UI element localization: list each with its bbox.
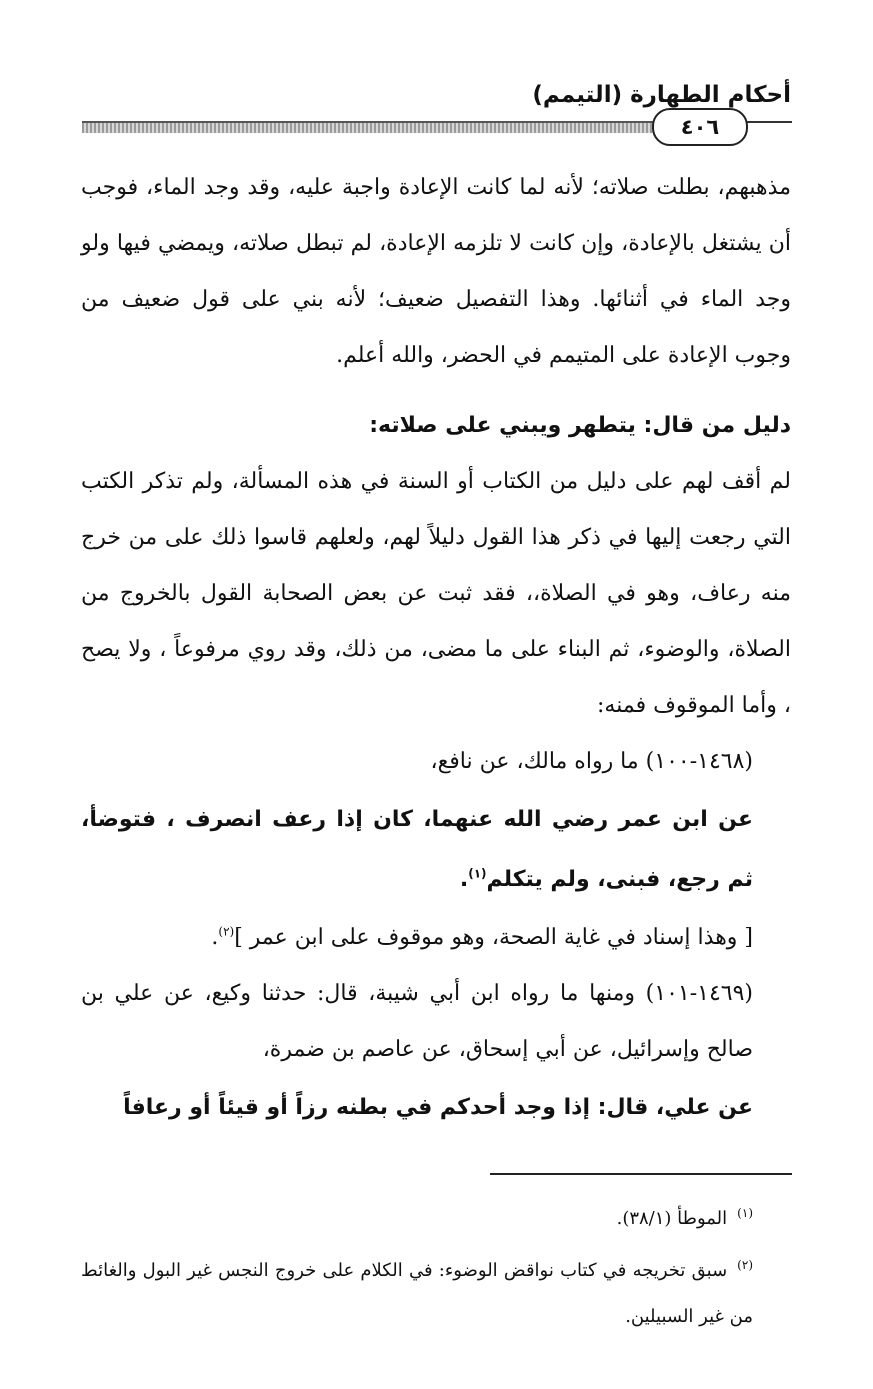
page-number: ٤٠٦ [652, 108, 748, 146]
paragraph-1: مذهبهم، بطلت صلاته؛ لأنه لما كانت الإعادة واجبة عليه، وقد وجد الماء، فوجب أن يشتغل بالإعادة، وإن كانت لا تلزمه الإعادة، لم تبطل صلاته، ويمضي فيها ولو وجد الماء في أثنائها. وهذا التفصيل ضعيف؛ لأنه بني على قول ضعيف من وجوب الإعادة على المتيمم في الحضر، والله أعلم. [81, 175, 791, 368]
paragraph-2: لم أقف لهم على دليل من الكتاب أو السنة في هذه المسألة، ولم تذكر الكتب التي رجعت إليها في ذكر هذا القول دليلاً لهم، ولعلهم قاسوا ذلك على من خرج منه رعاف، وهو في الصلاة،، فقد ثبت عن بعض الصحابة القول بالخروج من الصلاة، والوضوء، ثم البناء على ما مضى، من ذلك، وقد روي مرفوعاً ، ولا يصح ، وأما الموقوف فمنه: [81, 469, 791, 718]
grading-text: [ وهذا إسناد في غاية الصحة، وهو موقوف على ابن عمر ] [234, 925, 753, 950]
hadith-1: عن ابن عمر رضي الله عنهما، كان إذا رعف انصرف ، فتوضأ، ثم رجع، فبنى، ولم يتكلم$^{(١)}$. [81, 807, 753, 892]
footnote-2-text: سبق تخريجه في كتاب نواقض الوضوء: في الكلام على خروج النجس غير البول والغائط من غير السبيلين. [81, 1260, 753, 1327]
main-text [81, 160, 791, 1138]
footnote-ref-1: (١) [468, 866, 487, 881]
footnote-rule [490, 1173, 792, 1175]
header-rule [82, 121, 656, 133]
footnote-2-mark: (٢) [737, 1258, 753, 1272]
footnotes [81, 1190, 791, 1340]
hadith-1-text: عن ابن عمر رضي الله عنهما، كان إذا رعف انصرف ، فتوضأ، ثم رجع، فبنى، ولم يتكلم [81, 807, 753, 892]
narration-2: (١٤٦٩-١٠١) ومنها ما رواه ابن أبي شيبة، قال: حدثنا وكيع، عن علي بن صالح وإسرائيل، عن أبي إسحاق، عن عاصم بن ضمرة، [81, 981, 753, 1062]
grading-note: [ وهذا إسناد في غاية الصحة، وهو موقوف على ابن عمر ]$^{(٢)}$. [211, 924, 753, 950]
narration-1: (١٤٦٨-١٠٠) ما رواه مالك، عن نافع، [430, 749, 753, 774]
header-rule-end [742, 121, 792, 127]
running-title: أحكام الطهارة (التيمم) [532, 82, 791, 108]
footnote-1-text: الموطأ (٣٨/١). [616, 1208, 728, 1229]
section-heading [81, 398, 791, 454]
heading-label: دليل من قال: [643, 413, 791, 438]
footnote-ref-2: (٢) [218, 924, 235, 939]
footnote-2 [81, 1242, 791, 1340]
footnote-1-mark: (١) [737, 1206, 753, 1220]
heading-rest: يتطهر ويبني على صلاته: [369, 413, 636, 438]
footnote-1 [81, 1190, 791, 1242]
hadith-2: عن علي، قال: إذا وجد أحدكم في بطنه رزاً أو قيئاً أو رعافاً [123, 1095, 753, 1120]
